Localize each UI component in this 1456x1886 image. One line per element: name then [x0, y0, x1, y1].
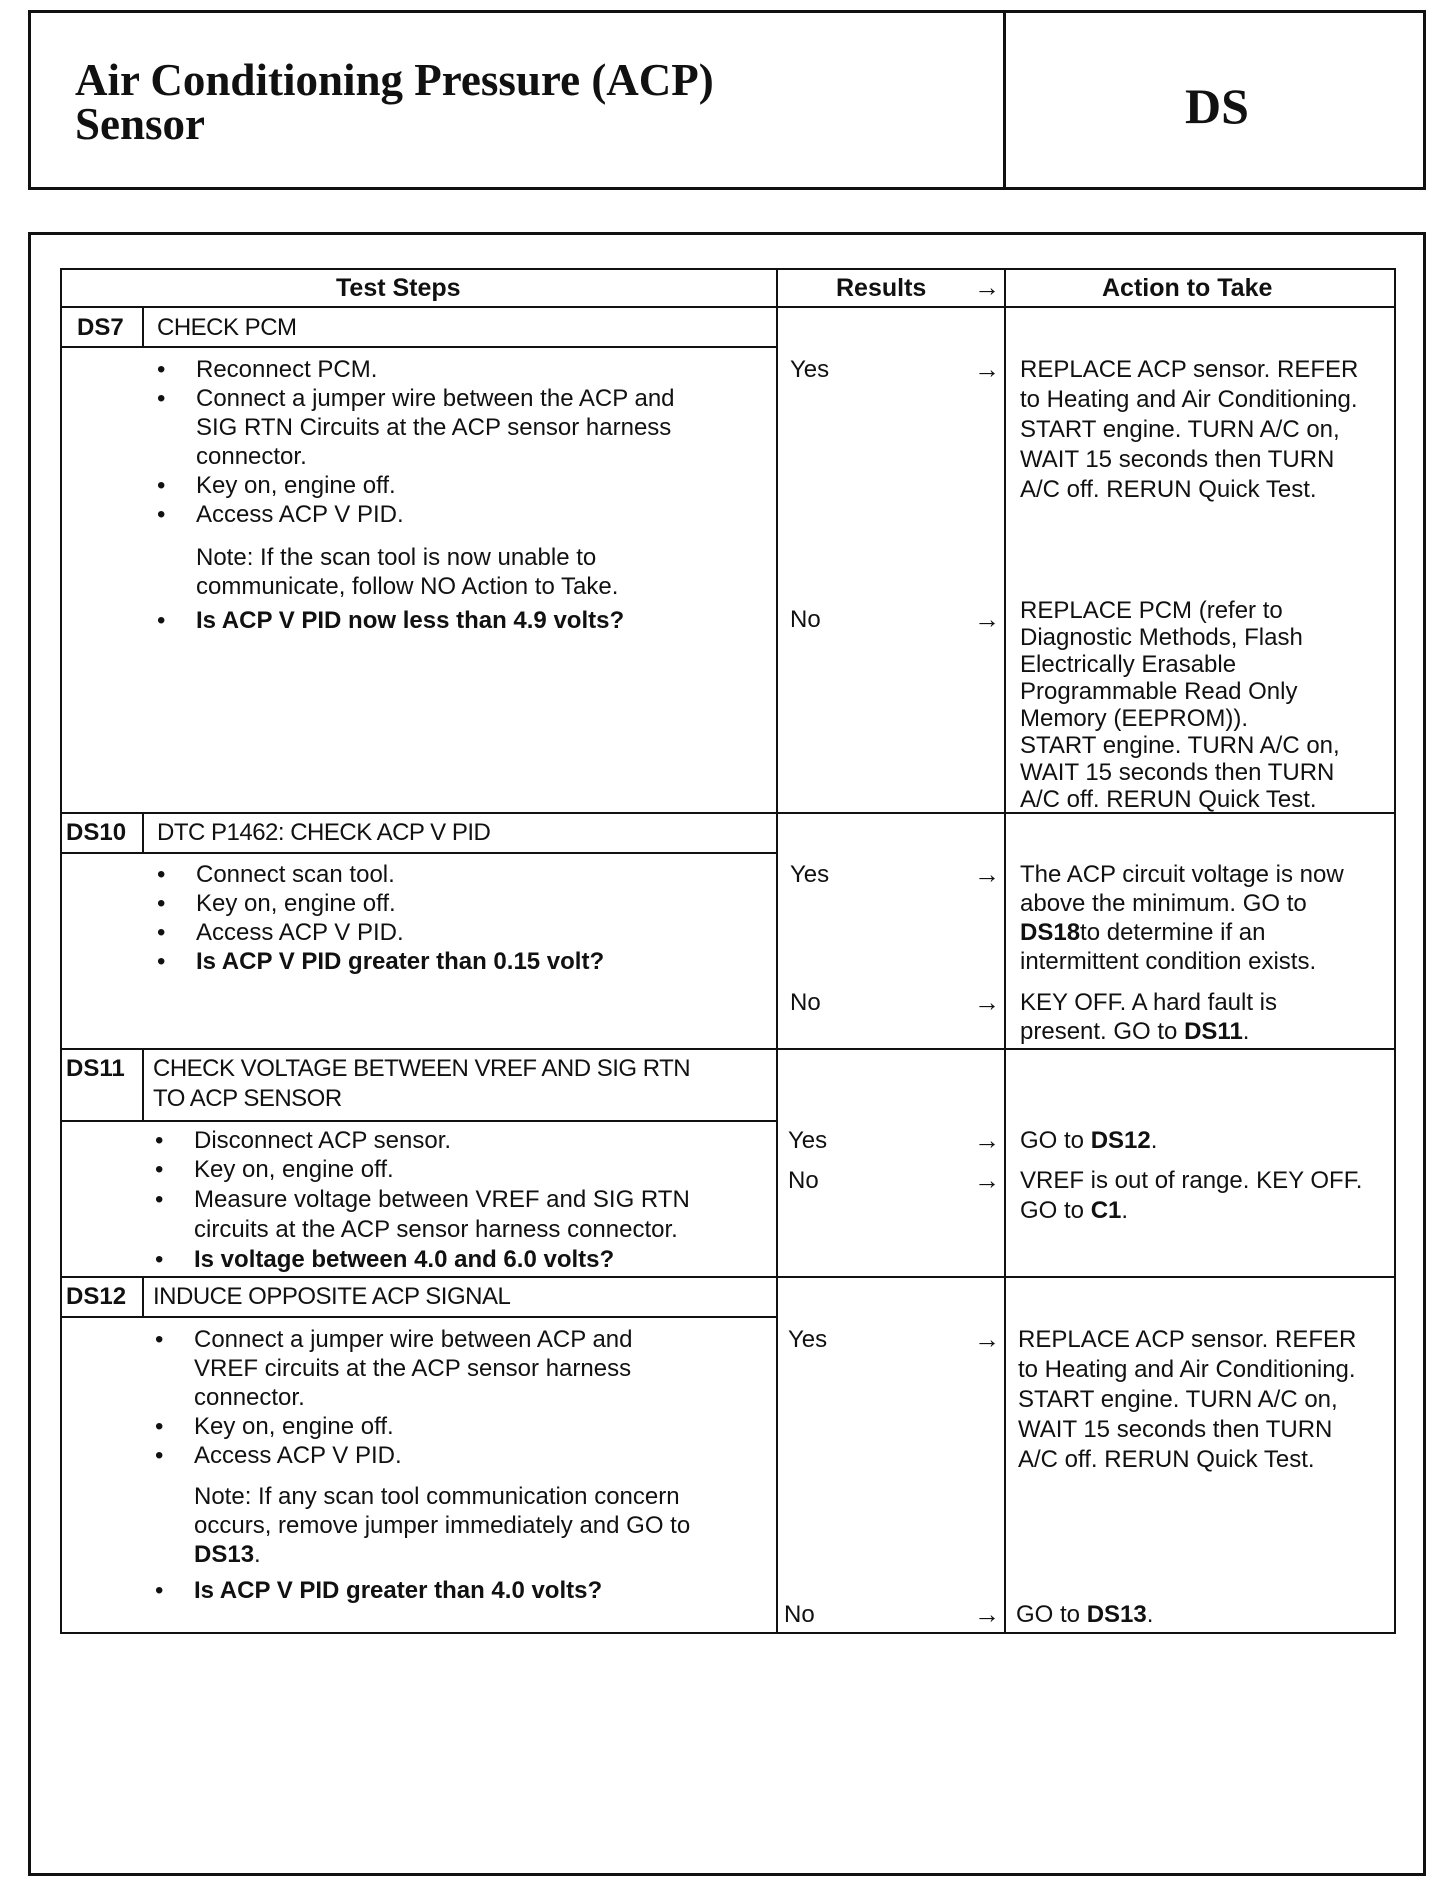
ds12-yes-action: START engine. TURN A/C on, — [1018, 1386, 1338, 1413]
ds11-item: Key on, engine off. — [194, 1156, 394, 1183]
header-test-steps: Test Steps — [336, 274, 461, 302]
ds7-yes-action: REPLACE ACP sensor. REFER — [1020, 356, 1359, 383]
ds7-yes-arrow-icon: → — [974, 354, 1000, 384]
ds10-item: Access ACP V PID. — [196, 919, 404, 946]
period: . — [1242, 1018, 1250, 1045]
ds11-yes-label: Yes — [788, 1127, 828, 1154]
ds11-item: circuits at the ACP sensor harness connector. — [194, 1216, 678, 1243]
ds7-item: Connect a jumper wire between the ACP and — [196, 385, 675, 412]
bullet-icon: • — [155, 1186, 164, 1213]
ds10-title: DTC P1462: CHECK ACP V PID — [157, 819, 491, 846]
ds7-item: connector. — [196, 443, 307, 470]
ds13-ref: DS13 — [1086, 1601, 1147, 1628]
ds7-yes-label: Yes — [790, 356, 830, 383]
ds7-no-action: Programmable Read Only — [1020, 678, 1298, 705]
ds7-yes-action: START engine. TURN A/C on, — [1020, 416, 1340, 443]
period: . — [254, 1541, 261, 1568]
ds11-top-rule — [60, 1048, 1396, 1050]
ds7-no-action: Memory (EEPROM)). — [1020, 705, 1248, 732]
ds7-id-divider — [142, 306, 144, 346]
ds7-note: Note: If the scan tool is now unable to — [196, 544, 597, 571]
ds11-id-divider — [142, 1048, 144, 1120]
bullet-icon: • — [155, 1156, 164, 1183]
bullet-icon: • — [157, 385, 166, 412]
ds12-title-rule — [60, 1316, 777, 1318]
ds7-no-action: A/C off. RERUN Quick Test. — [1020, 786, 1317, 813]
section-code: DS — [1185, 78, 1249, 134]
page-title — [75, 55, 975, 149]
ds10-item: Key on, engine off. — [196, 890, 396, 917]
ds7-title-rule — [60, 346, 777, 348]
ds10-no-arrow-icon: → — [974, 987, 1000, 1017]
ds10-title-rule — [60, 852, 777, 854]
ds10-yes-action — [1020, 918, 1265, 947]
bullet-icon: • — [157, 948, 166, 975]
ds12-item: VREF circuits at the ACP sensor harness — [194, 1355, 632, 1382]
ds12-item: Connect a jumper wire between ACP and — [194, 1326, 633, 1353]
ds12-yes-action: WAIT 15 seconds then TURN — [1018, 1416, 1333, 1443]
ds7-yes-action: A/C off. RERUN Quick Test. — [1020, 476, 1317, 503]
bullet-icon: • — [157, 919, 166, 946]
ds7-no-action: WAIT 15 seconds then TURN — [1020, 759, 1335, 786]
ds12-no-arrow-icon: → — [974, 1599, 1000, 1629]
ds12-note: Note: If any scan tool communication concern — [194, 1483, 680, 1510]
ds12-note: occurs, remove jumper immediately and GO to — [194, 1512, 691, 1539]
ds10-yes-arrow-icon: → — [974, 859, 1000, 889]
ds10-id: DS10 — [66, 819, 127, 846]
ds12-yes-label: Yes — [788, 1326, 828, 1353]
header-action-to-take: Action to Take — [1102, 274, 1273, 302]
header-row-rule — [60, 306, 1396, 308]
ds12-note — [194, 1540, 261, 1569]
period: . — [1121, 1197, 1129, 1224]
ds7-item: Key on, engine off. — [196, 472, 396, 499]
ds10-no-action-text: present. GO to — [1020, 1018, 1178, 1045]
period: . — [1146, 1601, 1154, 1628]
col-divider-results — [776, 268, 778, 1634]
ds12-item: connector. — [194, 1384, 305, 1411]
ds7-title: CHECK PCM — [157, 314, 297, 341]
ds13-ref: DS13 — [194, 1541, 255, 1568]
bullet-icon: • — [157, 472, 166, 499]
ds11-title-rule — [60, 1120, 777, 1122]
ds10-yes-action: intermittent condition exists. — [1020, 948, 1317, 975]
bullet-icon: • — [155, 1413, 164, 1440]
ds7-no-action: Electrically Erasable — [1020, 651, 1237, 678]
ds11-no-action — [1020, 1196, 1128, 1225]
ds11-no-arrow-icon: → — [974, 1165, 1000, 1195]
go-to-text: GO to — [1020, 1197, 1085, 1224]
ds11-title-line1: CHECK VOLTAGE BETWEEN VREF AND SIG RTN — [153, 1055, 691, 1082]
ds18-ref: DS18 — [1020, 919, 1081, 946]
ds12-no-action — [1016, 1600, 1153, 1629]
ds10-no-action — [1020, 1017, 1249, 1046]
ds12-yes-action: A/C off. RERUN Quick Test. — [1018, 1446, 1315, 1473]
bullet-icon: • — [157, 861, 166, 888]
header-divider — [1003, 10, 1006, 190]
ds12-question: Is ACP V PID greater than 4.0 volts? — [194, 1577, 603, 1604]
go-to-text: GO to — [1016, 1601, 1081, 1628]
ds7-no-arrow-icon: → — [974, 604, 1000, 634]
c1-ref: C1 — [1090, 1197, 1122, 1224]
ds12-ref: DS12 — [1090, 1127, 1151, 1154]
ds11-yes-action — [1020, 1126, 1157, 1155]
ds7-yes-action: to Heating and Air Conditioning. — [1020, 386, 1358, 413]
ds7-yes-action: WAIT 15 seconds then TURN — [1020, 446, 1335, 473]
ds12-item: Key on, engine off. — [194, 1413, 394, 1440]
go-to-text: GO to — [1020, 1127, 1085, 1154]
ds12-yes-arrow-icon: → — [974, 1324, 1000, 1354]
bullet-icon: • — [155, 1246, 164, 1273]
ds10-question: Is ACP V PID greater than 0.15 volt? — [196, 948, 605, 975]
ds12-title: INDUCE OPPOSITE ACP SIGNAL — [153, 1283, 511, 1310]
ds12-item: Access ACP V PID. — [194, 1442, 402, 1469]
ds7-item: SIG RTN Circuits at the ACP sensor harness — [196, 414, 672, 441]
header-results: Results — [836, 274, 927, 302]
ds7-item: Reconnect PCM. — [196, 356, 378, 383]
ds11-yes-arrow-icon: → — [974, 1125, 1000, 1155]
bullet-icon: • — [155, 1442, 164, 1469]
bullet-icon: • — [155, 1127, 164, 1154]
ds7-note: communicate, follow NO Action to Take. — [196, 573, 619, 600]
ds7-question: Is ACP V PID now less than 4.9 volts? — [196, 607, 625, 634]
ds7-no-action: REPLACE PCM (refer to — [1020, 597, 1283, 624]
ds10-id-divider — [142, 812, 144, 852]
ds10-yes-action-tail: to determine if an — [1080, 919, 1266, 946]
ds10-yes-label: Yes — [790, 861, 830, 888]
ds11-title-line2: TO ACP SENSOR — [153, 1085, 342, 1112]
ds12-top-rule — [60, 1276, 1396, 1278]
col-divider-action — [1004, 268, 1006, 1634]
ds11-question: Is voltage between 4.0 and 6.0 volts? — [194, 1246, 615, 1273]
ds11-id: DS11 — [66, 1055, 125, 1082]
ds12-no-label: No — [784, 1601, 815, 1628]
bullet-icon: • — [155, 1326, 164, 1353]
ds12-yes-action: to Heating and Air Conditioning. — [1018, 1356, 1356, 1383]
ds7-item: Access ACP V PID. — [196, 501, 404, 528]
bullet-icon: • — [157, 356, 166, 383]
ds7-no-action: START engine. TURN A/C on, — [1020, 732, 1340, 759]
ds11-item: Disconnect ACP sensor. — [194, 1127, 452, 1154]
bullet-icon: • — [157, 607, 166, 634]
ds10-no-label: No — [790, 989, 821, 1016]
ds10-yes-action: The ACP circuit voltage is now — [1020, 861, 1344, 888]
ds12-yes-action: REPLACE ACP sensor. REFER — [1018, 1326, 1357, 1353]
ds10-yes-action: above the minimum. GO to — [1020, 890, 1307, 917]
ds12-id-divider — [142, 1276, 144, 1316]
page-title-line2: Sensor — [75, 99, 206, 149]
bullet-icon: • — [157, 501, 166, 528]
ds7-id: DS7 — [77, 314, 124, 341]
ds12-id: DS12 — [66, 1283, 127, 1310]
ds11-item: Measure voltage between VREF and SIG RTN — [194, 1186, 690, 1213]
ds7-no-label: No — [790, 606, 821, 633]
ds7-no-action: Diagnostic Methods, Flash — [1020, 624, 1303, 651]
ds11-no-action: VREF is out of range. KEY OFF. — [1020, 1167, 1363, 1194]
bullet-icon: • — [155, 1577, 164, 1604]
bullet-icon: • — [157, 890, 166, 917]
ds10-item: Connect scan tool. — [196, 861, 395, 888]
ds11-no-label: No — [788, 1167, 819, 1194]
page-title-line1: Air Conditioning Pressure (ACP) — [75, 55, 714, 105]
ds11-ref: DS11 — [1184, 1018, 1243, 1045]
ds10-no-action: KEY OFF. A hard fault is — [1020, 989, 1278, 1016]
period: . — [1150, 1127, 1158, 1154]
header-arrow-icon: → — [974, 272, 1000, 302]
